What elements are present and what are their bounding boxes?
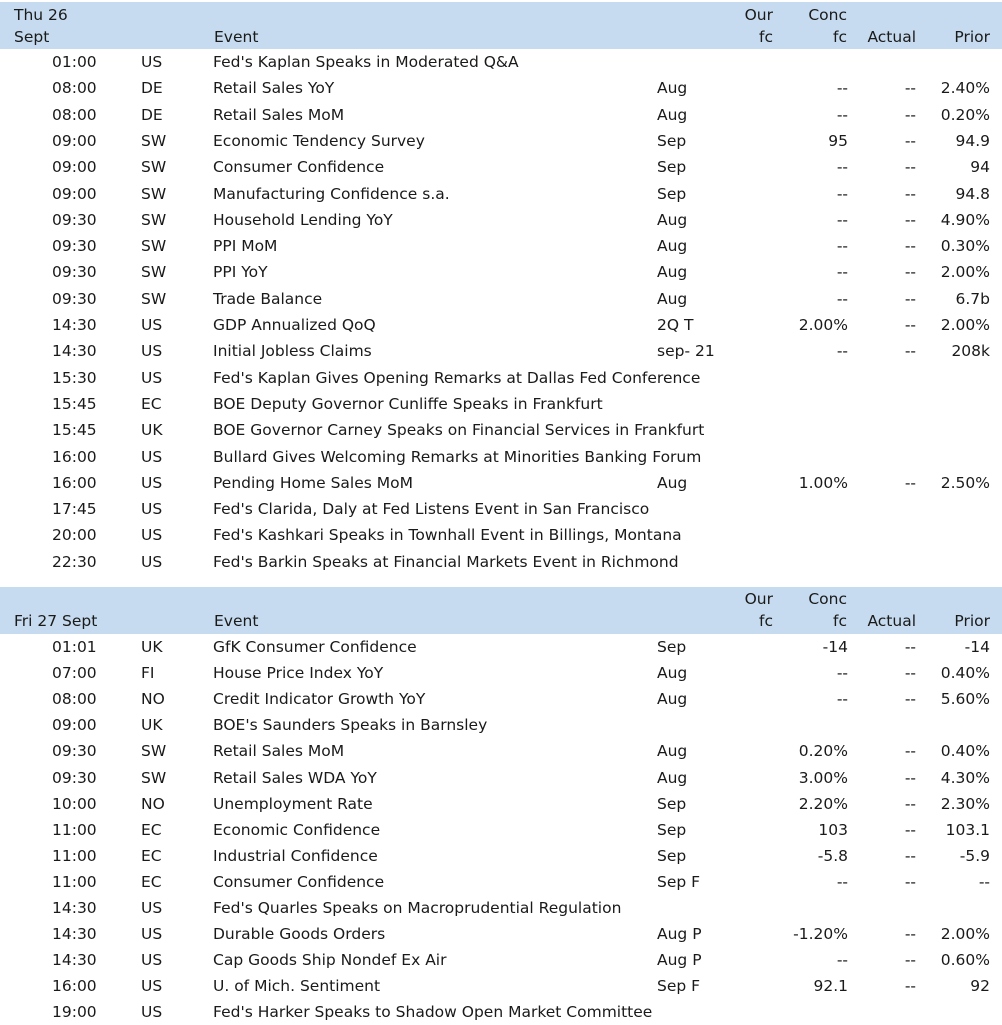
- prior-cell: 2.00%: [940, 316, 990, 334]
- event-cell: GfK Consumer Confidence: [213, 638, 417, 656]
- country-cell: US: [141, 977, 163, 996]
- country-cell: US: [141, 316, 163, 334]
- country-cell: US: [141, 473, 163, 492]
- actual-cell: --: [904, 664, 916, 683]
- column-header-prior: Prior: [954, 612, 990, 630]
- event-cell: Trade Balance: [213, 289, 323, 308]
- country-cell: DE: [141, 79, 163, 98]
- event-cell: Economic Confidence: [213, 820, 381, 839]
- event-cell: Cap Goods Ship Nondef Ex Air: [213, 951, 447, 970]
- table-row: [0, 75, 1002, 101]
- prior-cell: -5.9: [959, 846, 990, 865]
- table-row: [0, 738, 1002, 764]
- actual-cell: --: [904, 131, 916, 150]
- country-cell: SW: [141, 289, 167, 308]
- time-cell: 09:30: [52, 289, 97, 308]
- period-cell: Sep: [657, 158, 687, 177]
- table-row: [0, 947, 1002, 973]
- conc-fc-cell: 2.20%: [798, 794, 848, 813]
- column-header-actual: Actual: [867, 612, 916, 630]
- prior-cell: 2.40%: [940, 79, 990, 98]
- actual-cell: --: [904, 210, 916, 229]
- table-row: [0, 312, 1002, 338]
- country-cell: SW: [141, 184, 167, 203]
- time-cell: 16:00: [52, 473, 97, 492]
- time-cell: 11:00: [52, 846, 97, 865]
- event-cell: Consumer Confidence: [213, 158, 385, 177]
- period-cell: Aug: [657, 664, 688, 683]
- actual-cell: --: [904, 925, 916, 944]
- event-cell: Durable Goods Orders: [213, 925, 386, 944]
- event-cell: Fed's Kaplan Gives Opening Remarks at Dallas Fed Conference: [213, 368, 701, 387]
- period-cell: Aug: [657, 742, 688, 761]
- period-cell: Aug: [657, 210, 688, 229]
- event-cell: PPI MoM: [213, 237, 278, 256]
- time-cell: 09:00: [52, 184, 97, 203]
- prior-cell: 0.40%: [940, 664, 990, 683]
- conc-fc-cell: 0.20%: [798, 742, 848, 761]
- table-row: [0, 49, 1002, 75]
- column-header-our-fc: Our: [744, 590, 773, 608]
- prior-cell: 0.20%: [940, 105, 990, 124]
- event-cell: Bullard Gives Welcoming Remarks at Minorities Banking Forum: [213, 447, 702, 466]
- actual-cell: --: [904, 237, 916, 256]
- event-cell: Fed's Harker Speaks to Shadow Open Market Committee: [213, 1003, 653, 1022]
- country-cell: US: [141, 342, 163, 361]
- conc-fc-cell: -14: [822, 638, 848, 656]
- table-row: [0, 181, 1002, 207]
- table-row: [0, 259, 1002, 285]
- time-cell: 14:30: [52, 925, 97, 944]
- period-cell: Aug: [657, 473, 688, 492]
- prior-cell: 2.30%: [940, 794, 990, 813]
- time-cell: 14:30: [52, 316, 97, 334]
- table-row: [0, 895, 1002, 921]
- table-row: [0, 286, 1002, 312]
- country-cell: NO: [141, 690, 165, 709]
- country-cell: EC: [141, 872, 162, 891]
- country-cell: FI: [141, 664, 155, 683]
- table-row: [0, 973, 1002, 999]
- period-cell: Sep: [657, 638, 687, 656]
- prior-cell: 4.30%: [940, 768, 990, 787]
- table-row: [0, 843, 1002, 869]
- country-cell: UK: [141, 638, 163, 656]
- prior-cell: 94.9: [955, 131, 990, 150]
- time-cell: 09:00: [52, 131, 97, 150]
- conc-fc-cell: --: [836, 79, 848, 98]
- event-cell: Fed's Quarles Speaks on Macroprudential Regulation: [213, 899, 622, 917]
- period-cell: Aug: [657, 237, 688, 256]
- column-header-prior: Prior: [954, 28, 990, 46]
- period-cell: Aug: [657, 768, 688, 787]
- prior-cell: 2.00%: [940, 925, 990, 944]
- country-cell: US: [141, 552, 163, 571]
- event-cell: Fed's Kaplan Speaks in Moderated Q&A: [213, 53, 519, 71]
- table-row: [0, 634, 1002, 660]
- country-cell: DE: [141, 105, 163, 124]
- period-cell: Aug: [657, 263, 688, 282]
- conc-fc-cell: --: [836, 872, 848, 891]
- country-cell: US: [141, 899, 163, 917]
- conc-fc-cell: --: [836, 237, 848, 256]
- time-cell: 09:30: [52, 237, 97, 256]
- time-cell: 09:00: [52, 716, 97, 735]
- table-row: [0, 338, 1002, 364]
- country-cell: SW: [141, 742, 167, 761]
- time-cell: 09:30: [52, 742, 97, 761]
- column-header-event: Event: [214, 28, 259, 46]
- prior-cell: 94: [970, 158, 990, 177]
- time-cell: 09:30: [52, 768, 97, 787]
- column-header-conc-fc: fc: [833, 612, 847, 630]
- conc-fc-cell: --: [836, 158, 848, 177]
- period-cell: Aug: [657, 289, 688, 308]
- column-header-our-fc: fc: [759, 28, 773, 46]
- event-cell: Fed's Barkin Speaks at Financial Markets Event in Richmond: [213, 552, 679, 571]
- conc-fc-cell: -1.20%: [793, 925, 848, 944]
- period-cell: sep- 21: [657, 342, 715, 361]
- table-row: [0, 365, 1002, 391]
- table-row: [0, 921, 1002, 947]
- table-row: [0, 496, 1002, 522]
- actual-cell: --: [904, 316, 916, 334]
- column-header-conc-fc: fc: [833, 28, 847, 46]
- time-cell: 11:00: [52, 820, 97, 839]
- prior-cell: 208k: [951, 342, 990, 361]
- actual-cell: --: [904, 263, 916, 282]
- country-cell: NO: [141, 794, 165, 813]
- prior-cell: -14: [964, 638, 990, 656]
- conc-fc-cell: --: [836, 263, 848, 282]
- table-row: [0, 549, 1002, 575]
- table-row: [0, 444, 1002, 470]
- time-cell: 14:30: [52, 342, 97, 361]
- event-cell: BOE Governor Carney Speaks on Financial Services in Frankfurt: [213, 421, 705, 440]
- event-cell: Initial Jobless Claims: [213, 342, 372, 361]
- actual-cell: --: [904, 742, 916, 761]
- country-cell: EC: [141, 394, 162, 413]
- conc-fc-cell: --: [836, 690, 848, 709]
- actual-cell: --: [904, 638, 916, 656]
- actual-cell: --: [904, 473, 916, 492]
- country-cell: SW: [141, 210, 167, 229]
- actual-cell: --: [904, 289, 916, 308]
- table-row: [0, 128, 1002, 154]
- event-cell: BOE's Saunders Speaks in Barnsley: [213, 716, 488, 735]
- country-cell: SW: [141, 237, 167, 256]
- actual-cell: --: [904, 820, 916, 839]
- column-header-conc-fc: Conc: [808, 6, 847, 24]
- period-cell: Sep: [657, 846, 687, 865]
- column-header-actual: Actual: [867, 28, 916, 46]
- country-cell: EC: [141, 846, 162, 865]
- country-cell: US: [141, 925, 163, 944]
- time-cell: 14:30: [52, 899, 97, 917]
- actual-cell: --: [904, 105, 916, 124]
- conc-fc-cell: 1.00%: [798, 473, 848, 492]
- table-row: [0, 817, 1002, 843]
- country-cell: US: [141, 951, 163, 970]
- actual-cell: --: [904, 872, 916, 891]
- conc-fc-cell: 3.00%: [798, 768, 848, 787]
- table-row: [0, 712, 1002, 738]
- conc-fc-cell: --: [836, 184, 848, 203]
- event-cell: Retail Sales WDA YoY: [213, 768, 377, 787]
- table-row: [0, 154, 1002, 180]
- conc-fc-cell: --: [836, 342, 848, 361]
- period-cell: Sep: [657, 131, 687, 150]
- table-row: [0, 522, 1002, 548]
- country-cell: EC: [141, 820, 162, 839]
- period-cell: 2Q T: [657, 316, 694, 334]
- table-row: [0, 233, 1002, 259]
- conc-fc-cell: --: [836, 289, 848, 308]
- period-cell: Aug: [657, 79, 688, 98]
- country-cell: UK: [141, 716, 163, 735]
- event-cell: Unemployment Rate: [213, 794, 373, 813]
- time-cell: 15:45: [52, 421, 97, 440]
- time-cell: 22:30: [52, 552, 97, 571]
- time-cell: 11:00: [52, 872, 97, 891]
- event-cell: Consumer Confidence: [213, 872, 385, 891]
- time-cell: 10:00: [52, 794, 97, 813]
- time-cell: 08:00: [52, 690, 97, 709]
- table-row: [0, 470, 1002, 496]
- prior-cell: 2.50%: [940, 473, 990, 492]
- country-cell: SW: [141, 263, 167, 282]
- conc-fc-cell: 95: [828, 131, 848, 150]
- time-cell: 08:00: [52, 79, 97, 98]
- country-cell: SW: [141, 131, 167, 150]
- time-cell: 09:00: [52, 158, 97, 177]
- event-cell: Manufacturing Confidence s.a.: [213, 184, 450, 203]
- period-cell: Sep F: [657, 977, 701, 996]
- time-cell: 14:30: [52, 951, 97, 970]
- actual-cell: --: [904, 977, 916, 996]
- event-cell: U. of Mich. Sentiment: [213, 977, 381, 996]
- country-cell: US: [141, 447, 163, 466]
- country-cell: US: [141, 368, 163, 387]
- actual-cell: --: [904, 846, 916, 865]
- prior-cell: 4.90%: [940, 210, 990, 229]
- event-cell: PPI YoY: [213, 263, 268, 282]
- actual-cell: --: [904, 794, 916, 813]
- conc-fc-cell: --: [836, 105, 848, 124]
- actual-cell: --: [904, 768, 916, 787]
- column-header-our-fc: Our: [744, 6, 773, 24]
- period-cell: Aug: [657, 690, 688, 709]
- table-row: [0, 660, 1002, 686]
- conc-fc-cell: 2.00%: [798, 316, 848, 334]
- time-cell: 01:01: [52, 638, 97, 656]
- table-row: [0, 999, 1002, 1025]
- actual-cell: --: [904, 690, 916, 709]
- period-cell: Sep: [657, 794, 687, 813]
- conc-fc-cell: --: [836, 664, 848, 683]
- event-cell: House Price Index YoY: [213, 664, 384, 683]
- column-header-event: Event: [214, 612, 259, 630]
- conc-fc-cell: --: [836, 951, 848, 970]
- column-header-conc-fc: Conc: [808, 590, 847, 608]
- period-cell: Aug: [657, 105, 688, 124]
- period-cell: Aug P: [657, 925, 702, 944]
- section-header: [0, 587, 1002, 634]
- event-cell: Retail Sales YoY: [213, 79, 335, 98]
- date-label: Sept: [14, 28, 50, 46]
- event-cell: Fed's Kashkari Speaks in Townhall Event in Billings, Montana: [213, 526, 682, 545]
- event-cell: Retail Sales MoM: [213, 742, 345, 761]
- table-row: [0, 391, 1002, 417]
- table-row: [0, 686, 1002, 712]
- conc-fc-cell: --: [836, 210, 848, 229]
- conc-fc-cell: 103: [818, 820, 848, 839]
- period-cell: Sep: [657, 820, 687, 839]
- prior-cell: 94.8: [955, 184, 990, 203]
- country-cell: US: [141, 1003, 163, 1022]
- time-cell: 15:45: [52, 394, 97, 413]
- country-cell: SW: [141, 158, 167, 177]
- prior-cell: 0.40%: [940, 742, 990, 761]
- country-cell: US: [141, 500, 163, 519]
- section-header: [0, 2, 1002, 49]
- prior-cell: 5.60%: [940, 690, 990, 709]
- time-cell: 16:00: [52, 447, 97, 466]
- country-cell: US: [141, 526, 163, 545]
- event-cell: Household Lending YoY: [213, 210, 393, 229]
- column-header-our-fc: fc: [759, 612, 773, 630]
- actual-cell: --: [904, 158, 916, 177]
- prior-cell: 0.30%: [940, 237, 990, 256]
- conc-fc-cell: -5.8: [817, 846, 848, 865]
- time-cell: 16:00: [52, 977, 97, 996]
- event-cell: Industrial Confidence: [213, 846, 378, 865]
- date-label: Thu 26: [14, 6, 68, 24]
- table-row: [0, 765, 1002, 791]
- time-cell: 07:00: [52, 664, 97, 683]
- conc-fc-cell: 92.1: [813, 977, 848, 996]
- period-cell: Sep: [657, 184, 687, 203]
- table-row: [0, 869, 1002, 895]
- table-row: [0, 207, 1002, 233]
- event-cell: Pending Home Sales MoM: [213, 473, 414, 492]
- time-cell: 19:00: [52, 1003, 97, 1022]
- actual-cell: --: [904, 342, 916, 361]
- period-cell: Sep F: [657, 872, 701, 891]
- event-cell: Credit Indicator Growth YoY: [213, 690, 426, 709]
- actual-cell: --: [904, 184, 916, 203]
- event-cell: Economic Tendency Survey: [213, 131, 425, 150]
- actual-cell: --: [904, 951, 916, 970]
- event-cell: Fed's Clarida, Daly at Fed Listens Event in San Francisco: [213, 500, 650, 519]
- country-cell: US: [141, 53, 163, 71]
- time-cell: 01:00: [52, 53, 97, 71]
- time-cell: 17:45: [52, 500, 97, 519]
- country-cell: UK: [141, 421, 163, 440]
- prior-cell: 0.60%: [940, 951, 990, 970]
- time-cell: 20:00: [52, 526, 97, 545]
- actual-cell: --: [904, 79, 916, 98]
- table-row: [0, 102, 1002, 128]
- event-cell: Retail Sales MoM: [213, 105, 345, 124]
- table-row: [0, 417, 1002, 443]
- date-label: Fri 27 Sept: [14, 612, 98, 630]
- time-cell: 08:00: [52, 105, 97, 124]
- event-cell: GDP Annualized QoQ: [213, 316, 376, 334]
- country-cell: SW: [141, 768, 167, 787]
- prior-cell: 92: [970, 977, 990, 996]
- time-cell: 15:30: [52, 368, 97, 387]
- time-cell: 09:30: [52, 263, 97, 282]
- table-row: [0, 791, 1002, 817]
- prior-cell: 103.1: [945, 820, 990, 839]
- period-cell: Aug P: [657, 951, 702, 970]
- prior-cell: 2.00%: [940, 263, 990, 282]
- prior-cell: --: [978, 872, 990, 891]
- event-cell: BOE Deputy Governor Cunliffe Speaks in Frankfurt: [213, 394, 603, 413]
- time-cell: 09:30: [52, 210, 97, 229]
- prior-cell: 6.7b: [955, 289, 990, 308]
